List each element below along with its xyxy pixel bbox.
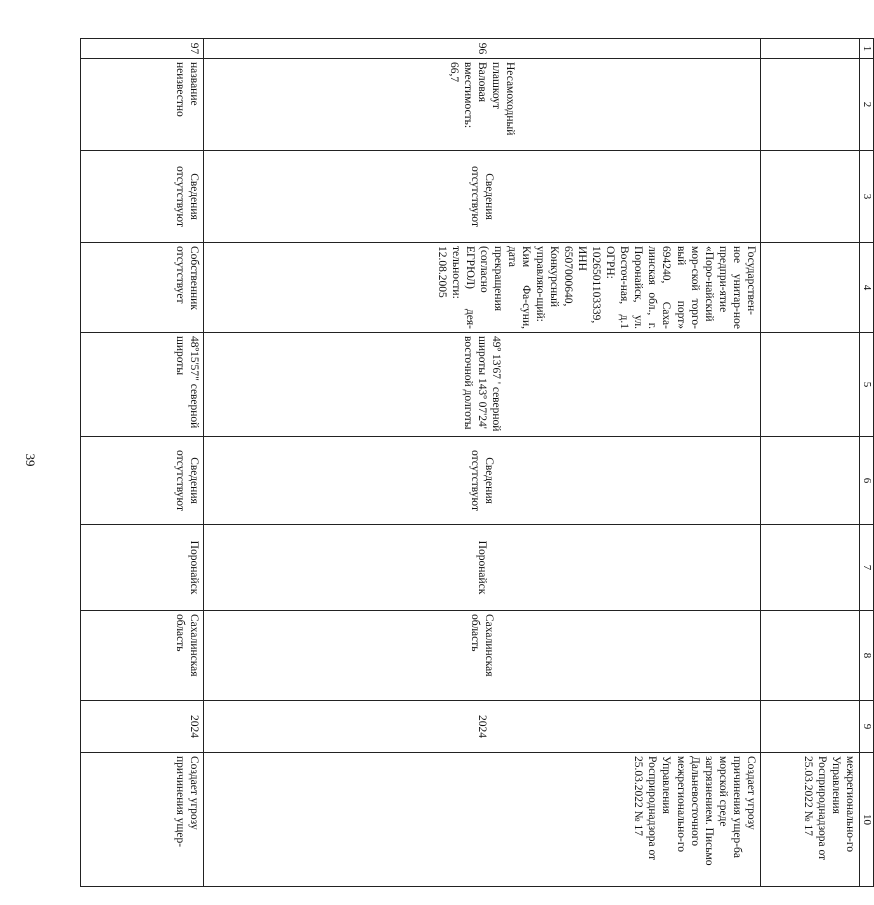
column-header: 4	[859, 243, 873, 333]
empty-cell	[760, 437, 859, 525]
empty-cell	[760, 611, 859, 701]
column-header: 6	[859, 437, 873, 525]
empty-cell	[760, 525, 859, 611]
cell-number: 96	[203, 39, 760, 59]
cell-region: Сахалинская область	[81, 611, 204, 701]
cell-location: Поронайск	[81, 525, 204, 611]
cell-info: Сведения отсутствуют	[203, 437, 760, 525]
cell-info: Сведения отсутствуют	[203, 151, 760, 243]
empty-cell	[760, 151, 859, 243]
empty-cell	[760, 701, 859, 753]
cell-info: Сведения отсутствуют	[81, 437, 204, 525]
cell-year: 2024	[81, 701, 204, 753]
cell-justification: межрегионально-го Управления Росприроднадзора от 25.03.2022 № 17	[760, 753, 859, 887]
empty-cell	[760, 59, 859, 151]
empty-cell	[760, 39, 859, 59]
cell-justification: Создает угрозу причинения ущер-	[81, 753, 204, 887]
column-header: 5	[859, 333, 873, 437]
cell-coordinates: 49º 13'67 ' северной широты 143º 07'24' восточной долготы	[203, 333, 760, 437]
column-header: 8	[859, 611, 873, 701]
empty-cell	[760, 243, 859, 333]
column-header: 1	[859, 39, 873, 59]
cell-number: 97	[81, 39, 204, 59]
register-table	[80, 38, 874, 887]
cell-region: Сахалинская область	[203, 611, 760, 701]
cell-coordinates: 48º15'57" северной широты	[81, 333, 204, 437]
cell-owner: Собственник отсутствует	[81, 243, 204, 333]
table-row	[203, 39, 760, 887]
column-header: 7	[859, 525, 873, 611]
column-header: 2	[859, 59, 873, 151]
cell-object-name: Несамоходный плашкоут Валовая вместимость: 66,7	[203, 59, 760, 151]
table-row	[81, 39, 204, 887]
cell-info: Сведения отсутствуют	[81, 151, 204, 243]
page-number: 39	[23, 453, 38, 467]
cell-location: Поронайск	[203, 525, 760, 611]
column-header: 3	[859, 151, 873, 243]
empty-cell	[760, 333, 859, 437]
cell-justification: Создает угрозу причинения ущер-ба морской среде загрязнением. Письмо Дальневосточного межрегионально-го Управления Росприроднадзора от 25.03.2022 № 17	[203, 753, 760, 887]
table-row	[760, 39, 859, 887]
cell-owner: Государствен-ное унитар-ное предпри-ятие «Поро-найский мор-ской торго-вый порт» 694240, Саха-линская обл., г. Поронайск, ул. Восточ-ная, д.1 ОГРН: 1026501103339, ИНН 6507000640, Конкурсный управляю-щий: Ким Фа-суни, дата прекращения (согласно ЕГРЮЛ) дея-тельности: 12.08.2005	[203, 243, 760, 333]
cell-year: 2024	[203, 701, 760, 753]
cell-object-name: название неизвестно	[81, 59, 204, 151]
column-number-row	[859, 39, 873, 887]
column-header: 9	[859, 701, 873, 753]
register-sheet	[80, 38, 874, 886]
column-header: 10	[859, 753, 873, 887]
